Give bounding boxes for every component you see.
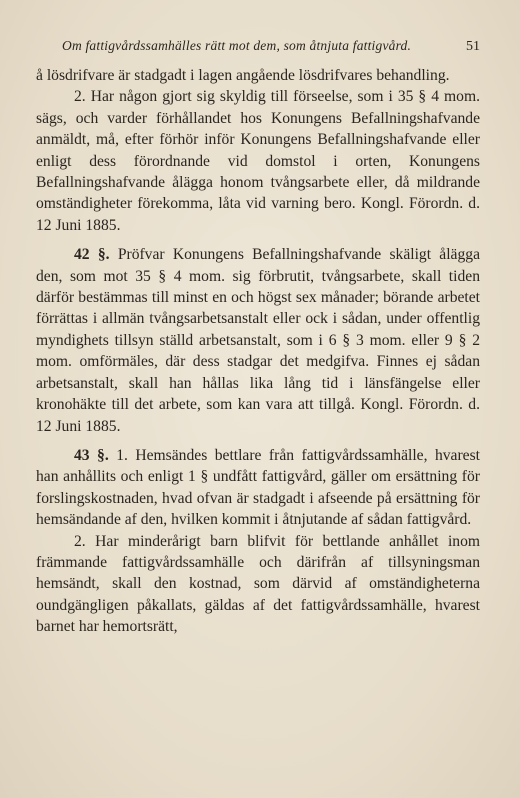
section-42 xyxy=(36,244,480,437)
section-number: 43 §. xyxy=(74,446,109,464)
section-43 xyxy=(36,445,480,531)
page-number: 51 xyxy=(466,39,480,54)
paragraph xyxy=(36,531,480,638)
paragraph xyxy=(36,65,480,86)
running-head xyxy=(62,38,480,55)
paragraph-text: å lösdrifvare är stadgadt i lagen angående lösdrifvares behandling. xyxy=(36,67,450,84)
paragraph-text: 1. Hemsändes bettlare från fattigvårdssamhälle, hvarest han anhållits och enligt 1 § undfått fattigvård, gäller om ersättning för forslingskostnaden, hvad ofvan är stadgadt i afseende på ersättning för hemsändande af den, hvilken kommit i åtnjutande af sådan fattigvård. xyxy=(36,446,480,529)
paragraph xyxy=(36,86,480,236)
paragraph-text: 2. Har någon gjort sig skyldig till förseelse, som i 35 § 4 mom. sägs, och varder förhållandet hos Konungens Befallningshafvande anmäldt, må, efter förhör inför Konungens Befallningshafvande eller enligt dess förordnande vid domstol i orten, Konungens Befallningshafvande ålägga honom tvångsarbete eller, då mildrande omständigheter förekomma, låta vid varning bero. Kongl. Förordn. d. 12 Juni 1885. xyxy=(36,88,480,234)
running-title: Om fattigvårdssamhälles rätt mot dem, som åtnjuta fattigvård. xyxy=(62,38,412,53)
section-number: 42 §. xyxy=(74,246,110,264)
body-text xyxy=(36,65,480,638)
paragraph-text: 2. Har minderårigt barn blifvit för bettlande anhållet inom främmande fattigvårdssamhälle och därifrån af tillsyningsman hemsändt, skall den kostnad, som därvid af omständigheterna oundgängligen påkallats, gäldas af det fattigvårdssamhälle, hvarest barnet har hemortsrätt, xyxy=(36,532,480,636)
paragraph-text: Pröfvar Konungens Befallningshafvande skäligt ålägga den, som mot 35 § 4 mom. sig förbrutit, tvångsarbete, skall tiden därför bestämmas till minst en och högst sex månader; börande arbetet förrättas i allmän tvångsarbetsanstalt eller ock i sådan, under offentlig myndighets tillsyn ställd arbetsanstalt, som i 6 § 3 mom. eller 9 § 2 mom. omförmäles, där dess stadgar det medgifva. Finnes ej sådan arbetsanstalt, skall han hållas lika lång tid i länsfängelse eller kronohäkte till det arbete, som kan vara att tillgå. Kongl. Förordn. d. 12 Juni 1885. xyxy=(36,246,480,435)
